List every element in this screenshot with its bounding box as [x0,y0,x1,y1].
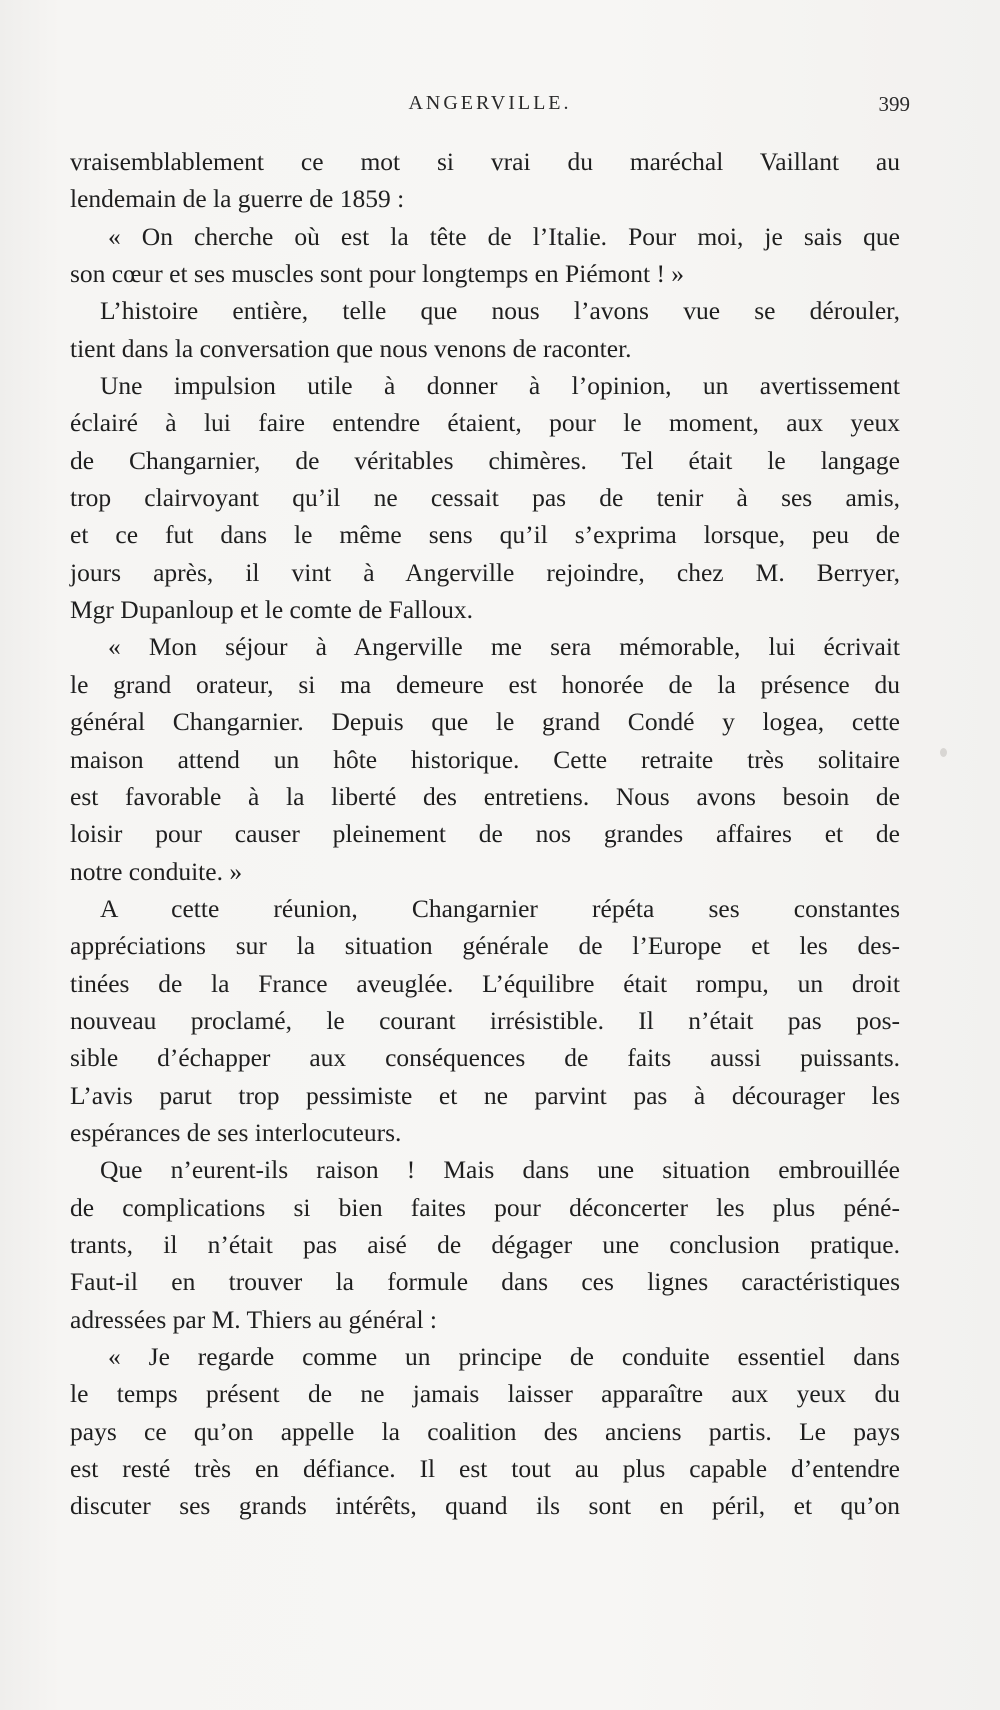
text-line: nouveau proclamé, le courant irrésistible. Il n’était pas pos- [70,1005,900,1035]
text-line: lendemain de la guerre de 1859 : [70,184,405,214]
text-line: Que n’eurent-ils raison ! Mais dans une situation embrouillée [100,1155,900,1185]
text-line: appréciations sur la situation générale de l’Europe et les des- [70,931,900,961]
text-line: le grand orateur, si ma demeure est honorée de la présence du [70,669,900,699]
text-line: est resté très en défiance. Il est tout au plus capable d’entendre [70,1454,900,1484]
text-line: espérances de ses interlocuteurs. [70,1117,402,1147]
text-line: L’histoire entière, telle que nous l’avons vue se dérouler, [100,296,900,326]
text-line: est favorable à la liberté des entretiens. Nous avons besoin de [70,781,900,811]
text-line: tinées de la France aveuglée. L’équilibre était rompu, un droit [70,968,900,998]
text-line: « Je regarde comme un principe de conduite essentiel dans [108,1342,900,1371]
text-line: de complications si bien faites pour déconcerter les plus péné- [70,1192,900,1222]
text-line: « On cherche où est la tête de l’Italie. Pour moi, je sais que [108,221,900,251]
text-line: discuter ses grands intérêts, quand ils sont en péril, et qu’on [70,1491,900,1521]
text-line: « Mon séjour à Angerville me sera mémorable, lui écrivait [108,632,900,662]
text-line: son cœur et ses muscles sont pour longtemps en Piémont ! » [70,259,685,289]
text-line: Une impulsion utile à donner à l’opinion, un avertissement [100,371,900,401]
text-line: de Changarnier, de véritables chimères. Tel était le langage [70,445,900,475]
text-line: trants, il n’était pas aisé de dégager une conclusion pratique. [70,1229,900,1259]
text-line: général Changarnier. Depuis que le grand Condé y logea, cette [70,707,900,737]
text-line: vraisemblablement ce mot si vrai du maréchal Vaillant au [70,147,900,176]
text-line: et ce fut dans le même sens qu’il s’exprima lorsque, peu de [70,520,900,550]
text-line: jours après, il vint à Angerville rejoindre, chez M. Berryer, [70,557,900,587]
text-line: pays ce qu’on appelle la coalition des anciens partis. Le pays [70,1416,900,1446]
text-line: Faut-il en trouver la formule dans ces lignes caractéristiques [70,1267,900,1297]
page-header [70,92,910,122]
text-line: loisir pour causer pleinement de nos grandes affaires et de [70,819,900,849]
paper-speck [940,748,947,757]
text-line: L’avis parut trop pessimiste et ne parvint pas à décourager les [70,1080,900,1110]
text-line: maison attend un hôte historique. Cette retraite très solitaire [70,744,900,774]
text-line: le temps présent de ne jamais laisser apparaître aux yeux du [70,1379,900,1409]
text-line: A cette réunion, Changarnier répéta ses constantes [100,893,900,923]
text-line: trop clairvoyant qu’il ne cessait pas de tenir à ses amis, [70,483,900,513]
text-line: éclairé à lui faire entendre étaient, pour le moment, aux yeux [70,408,900,438]
text-line: adressées par M. Thiers au général : [70,1304,438,1334]
running-title: ANGERVILLE. [408,92,572,114]
text-line: notre conduite. » [70,856,243,886]
text-line: tient dans la conversation que nous venons de raconter. [70,333,632,363]
page-number: 399 [878,92,910,116]
body-text [70,143,900,1525]
text-line: Mgr Dupanloup et le comte de Falloux. [70,595,473,625]
text-line: sible d’échapper aux conséquences de faits aussi puissants. [70,1043,900,1073]
